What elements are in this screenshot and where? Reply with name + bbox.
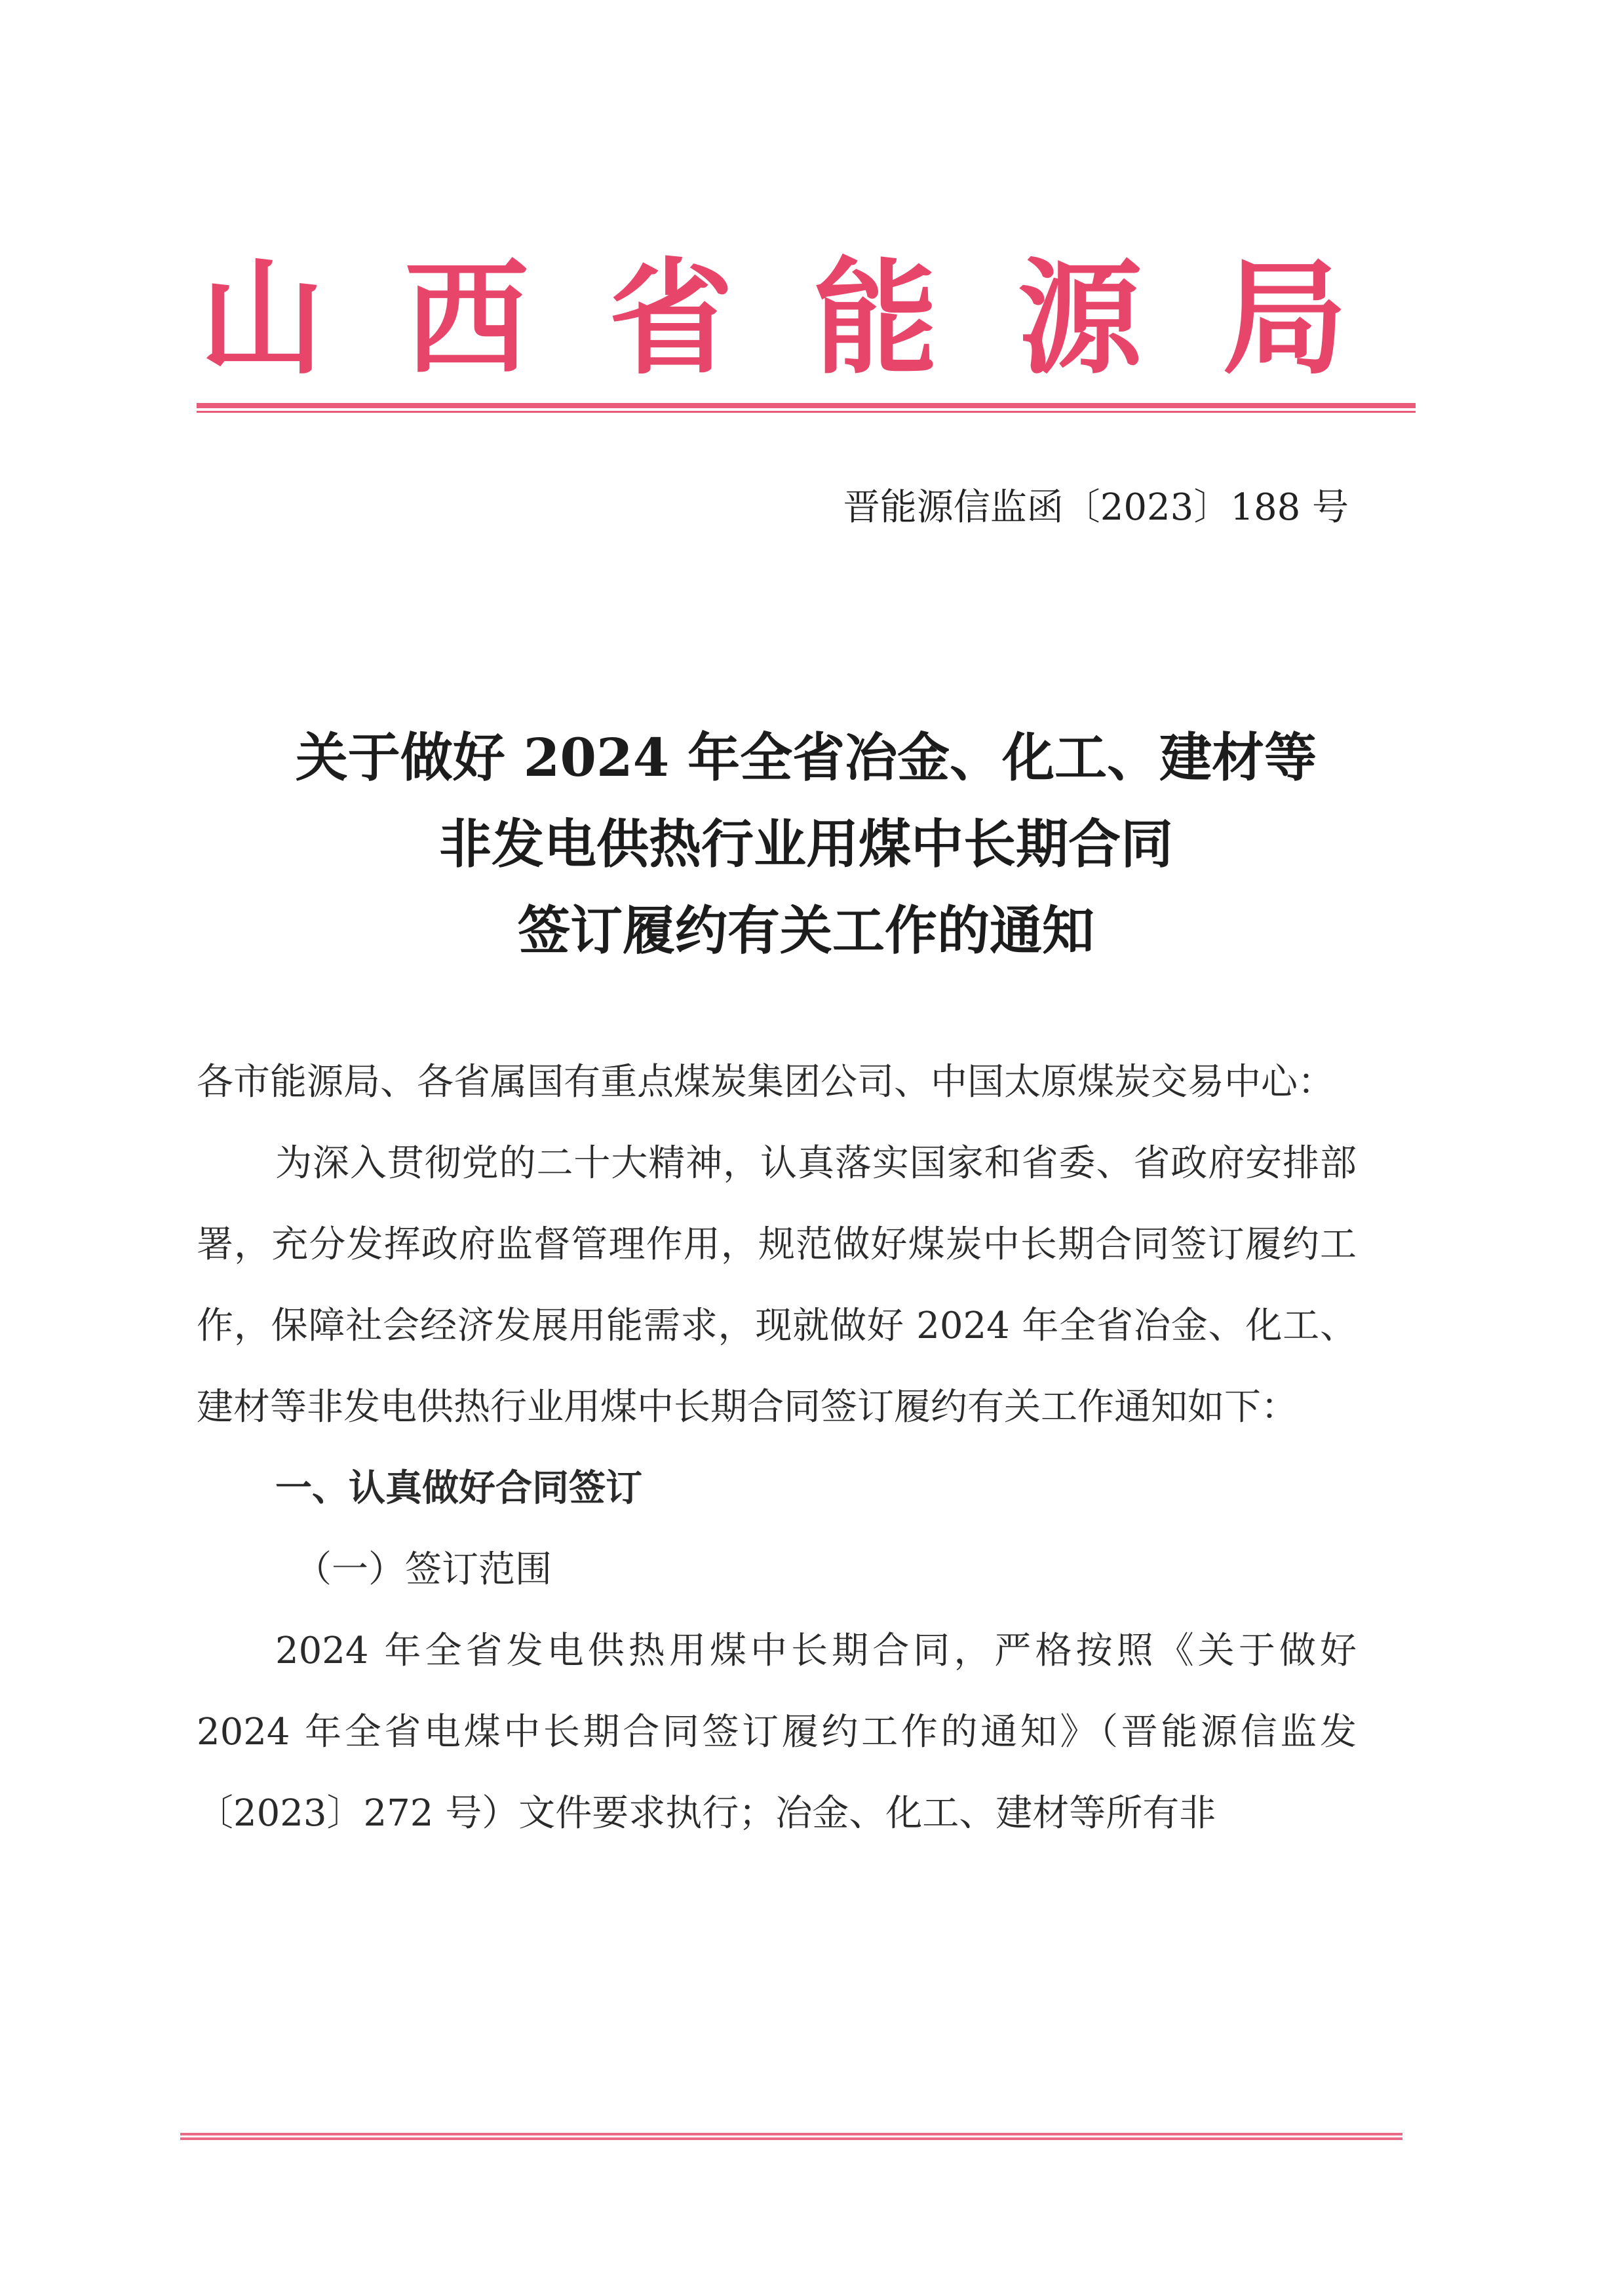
header-char: 源 <box>1017 244 1142 391</box>
title-line: 关于做好 2024 年全省冶金、化工、建材等 <box>295 727 1317 788</box>
header-char: 局 <box>1222 244 1347 391</box>
intro-paragraph: 为深入贯彻党的二十大精神，认真落实国家和省委、省政府安排部署，充分发挥政府监督管理作用，规范做好煤炭中长期合同签订履约工作，保障社会经济发展用能需求，现就做好 2024 年全省冶金、化工、建材等非发电供热行业用煤中长期合同签订履约有关工作通知如下： <box>197 1142 1357 1428</box>
section-heading: 一、认真做好合同签订 <box>275 1467 642 1510</box>
document-body <box>197 1042 1357 1854</box>
header-char: 山 <box>199 244 324 391</box>
document-title <box>197 714 1416 974</box>
subsection-heading: （一）签订范围 <box>295 1548 552 1591</box>
title-line: 签订履约有关工作的通知 <box>518 900 1094 961</box>
issuing-authority-header <box>197 233 1350 391</box>
recipients: 各市能源局、各省属国有重点煤炭集团公司、中国太原煤炭交易中心： <box>197 1061 1334 1103</box>
header-char: 省 <box>608 244 733 391</box>
footer-divider <box>180 2133 1402 2140</box>
title-line: 非发电供热行业用煤中长期合同 <box>439 813 1173 875</box>
header-char: 西 <box>404 244 529 391</box>
scope-paragraph: 2024 年全省发电供热用煤中长期合同，严格按照《关于做好 2024 年全省电煤中长期合同签订履约工作的通知》（晋能源信监发〔2023〕272 号）文件要求执行；冶金、化工、建材等所有非 <box>197 1630 1357 1835</box>
document-number: 晋能源信监函〔2023〕188 号 <box>843 486 1349 529</box>
header-divider <box>197 403 1416 413</box>
header-char: 能 <box>813 244 938 391</box>
